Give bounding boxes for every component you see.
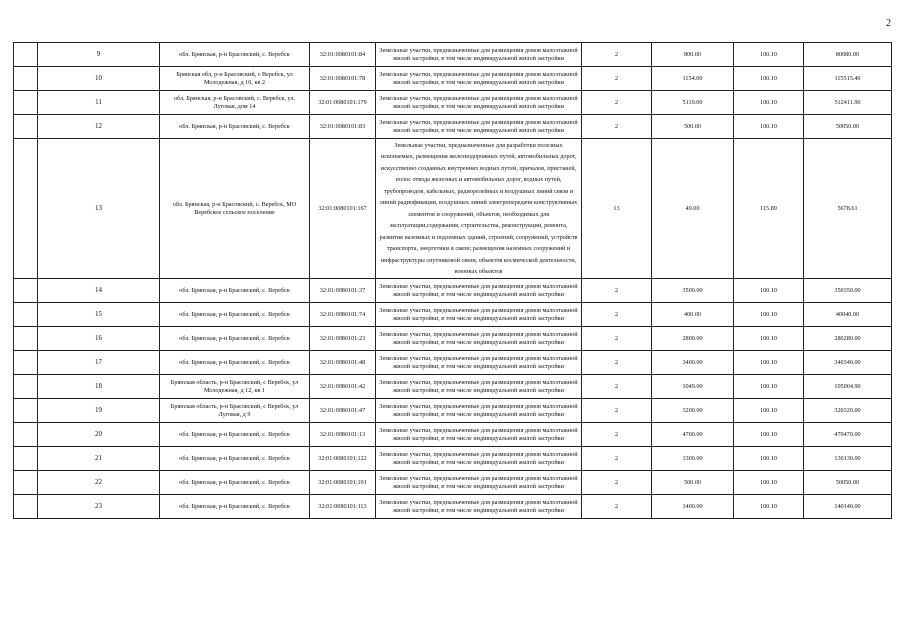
- row-number: 13: [38, 139, 160, 279]
- land-purpose: Земельные участки, предназначенные для размещения домов малоэтажной жилой застройки, в том числе индивидуальной жилой застройки: [376, 115, 582, 139]
- table-row: [14, 471, 892, 495]
- table-row: [14, 447, 892, 471]
- land-purpose: Земельные участки, предназначенные для размещения домов малоэтажной жилой застройки, в том числе индивидуальной жилой застройки: [376, 495, 582, 519]
- cadastral-rate: 100.10: [734, 423, 804, 447]
- row-indent-cell: [14, 375, 38, 399]
- cadastral-number: 32:01:0080101:42: [310, 375, 376, 399]
- area-value: 1154.00: [652, 67, 734, 91]
- category-code: 13: [582, 139, 652, 279]
- row-indent-cell: [14, 303, 38, 327]
- row-number: 22: [38, 471, 160, 495]
- land-purpose: Земельные участки, предназначенные для размещения домов малоэтажной жилой застройки, в том числе индивидуальной жилой застройки: [376, 471, 582, 495]
- table-row: [14, 399, 892, 423]
- land-purpose: Земельные участки, предназначенные для размещения домов малоэтажной жилой застройки, в том числе индивидуальной жилой застройки: [376, 423, 582, 447]
- address-cell: обл. Брянская, р-н Брасовский, с. Веребск: [160, 423, 310, 447]
- row-number: 12: [38, 115, 160, 139]
- cadastral-rate: 100.10: [734, 471, 804, 495]
- row-number: 10: [38, 67, 160, 91]
- area-value: 800.00: [652, 43, 734, 67]
- land-purpose: Земельные участки, предназначенные для размещения домов малоэтажной жилой застройки, в том числе индивидуальной жилой застройки: [376, 327, 582, 351]
- row-indent-cell: [14, 279, 38, 303]
- cadastral-value: 512411.90: [804, 91, 892, 115]
- row-number: 19: [38, 399, 160, 423]
- cadastral-number: 32:01:0080101:47: [310, 399, 376, 423]
- category-code: 2: [582, 279, 652, 303]
- row-indent-cell: [14, 327, 38, 351]
- address-cell: обл. Брянская, р-н Брасовский, с. Веребск, МО Веребское сельское поселение: [160, 139, 310, 279]
- cadastral-value: 40040.00: [804, 303, 892, 327]
- area-value: 3200.00: [652, 399, 734, 423]
- land-purpose: Земельные участки, предназначенные для размещения домов малоэтажной жилой застройки, в том числе индивидуальной жилой застройки: [376, 279, 582, 303]
- land-purpose: Земельные участки, предназначенные для разработки полезных ископаемых, размещения железнодорожных путей, автомобильных дорог, искусственно созданных внутренних водных путей, причалов, пристаней, полос отвода железных и автомобильных дорог, водных путей, трубопроводов, кабельных, радиорелейных и воздушных линий связи и линий радиофикации, воздушных линий электропередачи конструктивных элементов и сооружений, объектов, необходимых для эксплуатации,содержания, строительства, реконструкции, ремонта, развития наземных и подземных зданий, строений, сооружений, устройств транспорта, энергетики и связи; размещения наземных сооружений и инфраструктуры спутниковой связи, объектов космической деятельности, военных объектов: [376, 139, 582, 279]
- cadastral-value: 280280.00: [804, 327, 892, 351]
- row-number: 18: [38, 375, 160, 399]
- cadastral-value: 115515.40: [804, 67, 892, 91]
- table-row: [14, 351, 892, 375]
- table-body: [14, 43, 892, 519]
- category-code: 2: [582, 67, 652, 91]
- cadastral-number: 32:01:0080101:113: [310, 495, 376, 519]
- land-purpose: Земельные участки, предназначенные для размещения домов малоэтажной жилой застройки, в том числе индивидуальной жилой застройки: [376, 375, 582, 399]
- table-row: [14, 91, 892, 115]
- row-number: 23: [38, 495, 160, 519]
- cadastral-number: 32:01:0080101:74: [310, 303, 376, 327]
- area-value: 400.00: [652, 303, 734, 327]
- cadastral-value: 80080.00: [804, 43, 892, 67]
- area-value: 1400.00: [652, 495, 734, 519]
- row-indent-cell: [14, 91, 38, 115]
- area-value: 1300.00: [652, 447, 734, 471]
- land-purpose: Земельные участки, предназначенные для размещения домов малоэтажной жилой застройки, в том числе индивидуальной жилой застройки: [376, 91, 582, 115]
- row-number: 14: [38, 279, 160, 303]
- land-purpose: Земельные участки, предназначенные для размещения домов малоэтажной жилой застройки, в том числе индивидуальной жилой застройки: [376, 67, 582, 91]
- address-cell: обл. Брянская, р-н Брасовский, с. Веребск, ул. Луговая, дом 14: [160, 91, 310, 115]
- area-value: 500.00: [652, 115, 734, 139]
- row-indent-cell: [14, 351, 38, 375]
- address-cell: обл. Брянская, р-н Брасовский, с. Веребск: [160, 447, 310, 471]
- row-number: 9: [38, 43, 160, 67]
- row-indent-cell: [14, 399, 38, 423]
- cadastral-rate: 100.10: [734, 279, 804, 303]
- category-code: 2: [582, 471, 652, 495]
- cadastral-value: 105004.90: [804, 375, 892, 399]
- row-indent-cell: [14, 67, 38, 91]
- row-number: 11: [38, 91, 160, 115]
- cadastral-rate: 100.10: [734, 43, 804, 67]
- cadastral-number: 32:01:0080101:167: [310, 139, 376, 279]
- cadastral-value: 340340.00: [804, 351, 892, 375]
- category-code: 2: [582, 399, 652, 423]
- category-code: 2: [582, 375, 652, 399]
- cadastral-rate: 100.10: [734, 115, 804, 139]
- table-row: [14, 375, 892, 399]
- cadastral-value: 350350.00: [804, 279, 892, 303]
- cadastral-number: 32:01:0080101:23: [310, 327, 376, 351]
- cadastral-number: 32:01:0080101:83: [310, 115, 376, 139]
- area-value: 3400.00: [652, 351, 734, 375]
- category-code: 2: [582, 115, 652, 139]
- address-cell: обл. Брянская, р-н Брасовский, с. Веребск: [160, 327, 310, 351]
- table-row: [14, 67, 892, 91]
- row-indent-cell: [14, 139, 38, 279]
- table-row: [14, 43, 892, 67]
- land-purpose: Земельные участки, предназначенные для размещения домов малоэтажной жилой застройки, в том числе индивидуальной жилой застройки: [376, 447, 582, 471]
- cadastral-rate: 100.10: [734, 67, 804, 91]
- cadastral-value: 320320.00: [804, 399, 892, 423]
- cadastral-value: 470470.00: [804, 423, 892, 447]
- cadastral-rate: 100.10: [734, 327, 804, 351]
- row-indent-cell: [14, 495, 38, 519]
- category-code: 2: [582, 351, 652, 375]
- cadastral-rate: 100.10: [734, 495, 804, 519]
- cadastral-number: 32:01:0080101:101: [310, 471, 376, 495]
- row-indent-cell: [14, 423, 38, 447]
- table-row: [14, 327, 892, 351]
- land-purpose: Земельные участки, предназначенные для размещения домов малоэтажной жилой застройки, в том числе индивидуальной жилой застройки: [376, 351, 582, 375]
- table-row: [14, 303, 892, 327]
- cadastral-number: 32:01:0080101:78: [310, 67, 376, 91]
- category-code: 2: [582, 495, 652, 519]
- category-code: 2: [582, 327, 652, 351]
- cadastral-rate: 100.10: [734, 447, 804, 471]
- land-plots-table: [13, 42, 892, 519]
- row-number: 20: [38, 423, 160, 447]
- address-cell: обл. Брянская, р-н Брасовский, с. Веребск: [160, 471, 310, 495]
- cadastral-value: 140140.00: [804, 495, 892, 519]
- category-code: 2: [582, 423, 652, 447]
- cadastral-rate: 100.10: [734, 375, 804, 399]
- area-value: 500.00: [652, 471, 734, 495]
- cadastral-rate: 100.10: [734, 303, 804, 327]
- table-row: [14, 279, 892, 303]
- land-purpose: Земельные участки, предназначенные для размещения домов малоэтажной жилой застройки, в том числе индивидуальной жилой застройки: [376, 43, 582, 67]
- row-number: 17: [38, 351, 160, 375]
- address-cell: обл. Брянская, р-н Брасовский, с. Веребск: [160, 279, 310, 303]
- row-number: 15: [38, 303, 160, 327]
- category-code: 2: [582, 447, 652, 471]
- table-row: [14, 423, 892, 447]
- address-cell: обл. Брянская, р-н Брасовский, с. Веребск: [160, 115, 310, 139]
- row-indent-cell: [14, 471, 38, 495]
- table-row: [14, 139, 892, 279]
- row-number: 21: [38, 447, 160, 471]
- area-value: 1049.00: [652, 375, 734, 399]
- cadastral-rate: 100.10: [734, 399, 804, 423]
- row-indent-cell: [14, 447, 38, 471]
- area-value: 4700.00: [652, 423, 734, 447]
- area-value: 49.00: [652, 139, 734, 279]
- area-value: 2800.00: [652, 327, 734, 351]
- address-cell: Брянская обл, р-н Брасовский, с Веребск, ул Молодежная, д 10, кв 2: [160, 67, 310, 91]
- page-number: 2: [886, 18, 891, 29]
- address-cell: обл. Брянская, р-н Брасовский, с. Веребск: [160, 495, 310, 519]
- address-cell: Брянская область, р-н Брасовский, с Веребск, ул Молодежная, д 12, кв 1: [160, 375, 310, 399]
- cadastral-number: 32:01:0080101:179: [310, 91, 376, 115]
- land-purpose: Земельные участки, предназначенные для размещения домов малоэтажной жилой застройки, в том числе индивидуальной жилой застройки: [376, 399, 582, 423]
- category-code: 2: [582, 303, 652, 327]
- table-row: [14, 495, 892, 519]
- cadastral-value: 5678.61: [804, 139, 892, 279]
- category-code: 2: [582, 91, 652, 115]
- area-value: 5119.00: [652, 91, 734, 115]
- cadastral-number: 32:01:0080101:84: [310, 43, 376, 67]
- cadastral-value: 130130.00: [804, 447, 892, 471]
- address-cell: обл. Брянская, р-н Брасовский, с. Веребск: [160, 303, 310, 327]
- table-row: [14, 115, 892, 139]
- cadastral-value: 50050.00: [804, 471, 892, 495]
- row-indent-cell: [14, 115, 38, 139]
- cadastral-number: 32:01:0080101:37: [310, 279, 376, 303]
- land-purpose: Земельные участки, предназначенные для размещения домов малоэтажной жилой застройки, в том числе индивидуальной жилой застройки: [376, 303, 582, 327]
- category-code: 2: [582, 43, 652, 67]
- cadastral-number: 32:01:0080101:48: [310, 351, 376, 375]
- cadastral-rate: 100.10: [734, 91, 804, 115]
- address-cell: обл. Брянская, р-н Брасовский, с. Веребск: [160, 351, 310, 375]
- row-indent-cell: [14, 43, 38, 67]
- area-value: 3500.00: [652, 279, 734, 303]
- cadastral-number: 32:01:0080101:13: [310, 423, 376, 447]
- address-cell: Брянская область, р-н Брасовский, с Веребск, ул Луговая, д 9: [160, 399, 310, 423]
- address-cell: обл. Брянская, р-н Брасовский, с. Веребск: [160, 43, 310, 67]
- row-number: 16: [38, 327, 160, 351]
- cadastral-number: 32:01:0080101:122: [310, 447, 376, 471]
- cadastral-value: 50050.00: [804, 115, 892, 139]
- cadastral-rate: 115.89: [734, 139, 804, 279]
- cadastral-rate: 100.10: [734, 351, 804, 375]
